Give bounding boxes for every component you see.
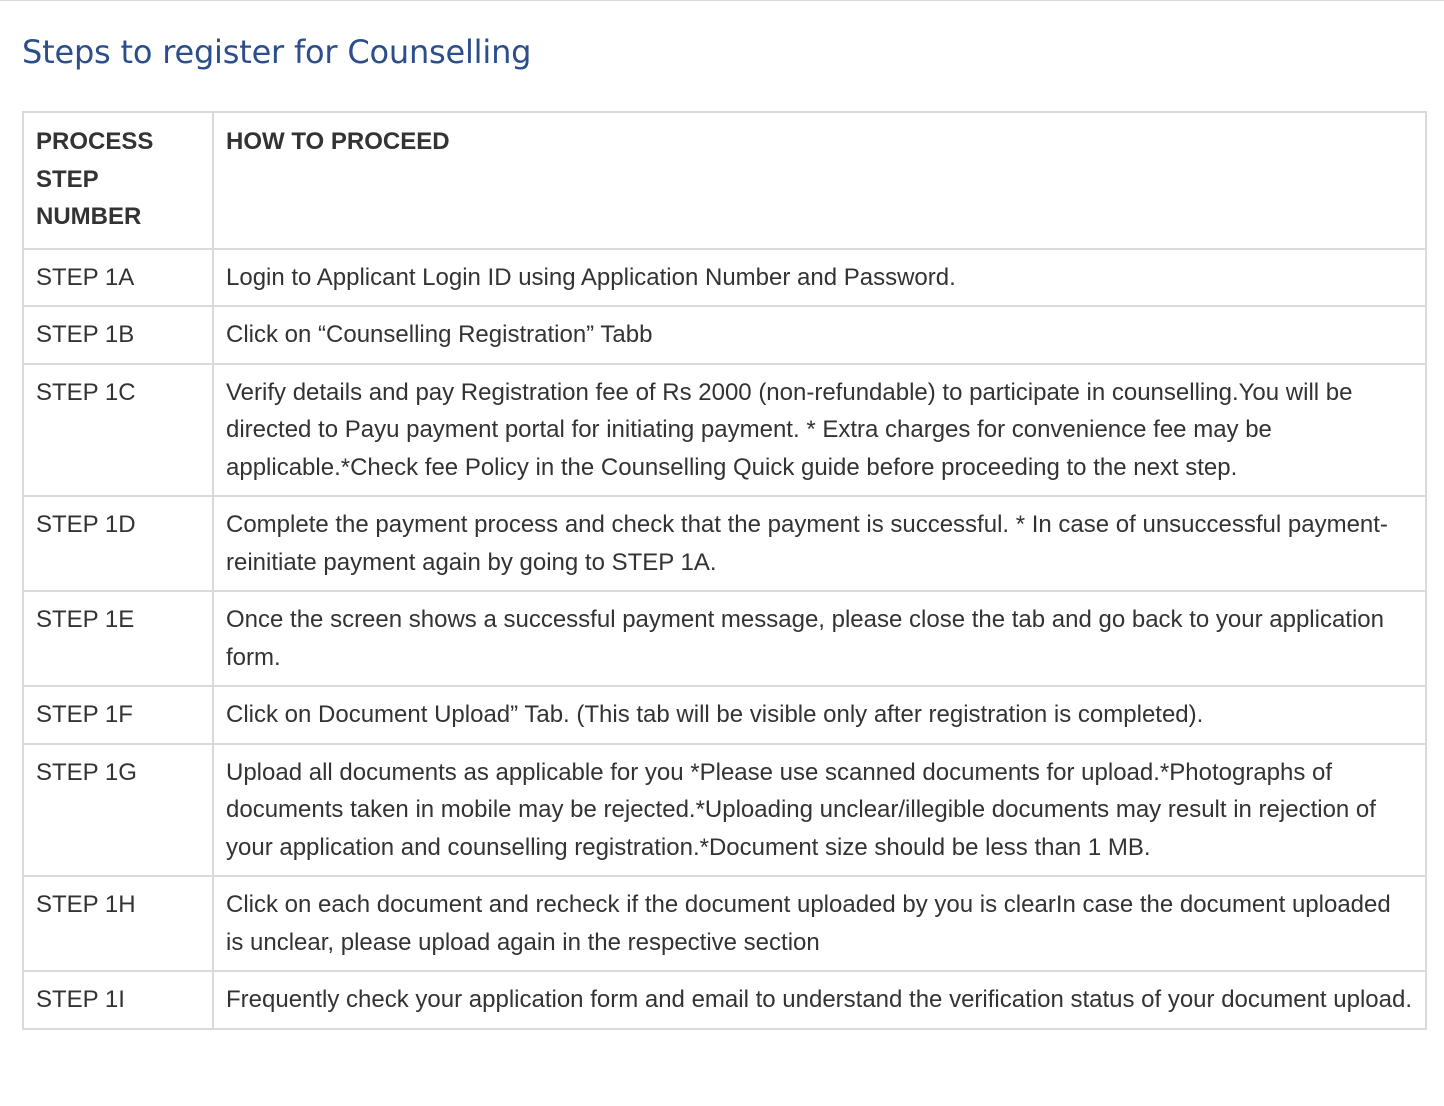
table-row — [23, 249, 1426, 307]
table-row — [23, 744, 1426, 877]
steps-table — [22, 111, 1427, 1030]
step-number-cell: STEP 1D — [23, 496, 213, 591]
step-number-cell: STEP 1C — [23, 364, 213, 497]
step-instruction-cell: Verify details and pay Registration fee of Rs 2000 (non-refundable) to participate in counselling.You will be directed to Payu payment portal for initiating payment. * Extra charges for convenience fee may be applicable.*Check fee Policy in the Counselling Quick guide before proceeding to the next step. — [213, 364, 1426, 497]
table-header-row — [23, 112, 1426, 249]
top-divider — [0, 0, 1444, 1]
step-instruction-cell: Click on Document Upload” Tab. (This tab will be visible only after registration is completed). — [213, 686, 1426, 744]
step-number-cell: STEP 1F — [23, 686, 213, 744]
table-row — [23, 971, 1426, 1029]
step-instruction-cell: Frequently check your application form and email to understand the verification status of your document upload. — [213, 971, 1426, 1029]
table-row — [23, 686, 1426, 744]
table-row — [23, 306, 1426, 364]
step-instruction-cell: Upload all documents as applicable for you *Please use scanned documents for upload.*Photographs of documents taken in mobile may be rejected.*Uploading unclear/illegible documents may result in rejection of your application and counselling registration.*Document size should be less than 1 MB. — [213, 744, 1426, 877]
table-row — [23, 876, 1426, 971]
header-how-to-proceed: HOW TO PROCEED — [213, 112, 1426, 249]
step-instruction-cell: Complete the payment process and check that the payment is successful. * In case of unsuccessful payment- reinitiate payment again by going to STEP 1A. — [213, 496, 1426, 591]
header-process-step-number: PROCESS STEP NUMBER — [23, 112, 213, 249]
step-number-cell: STEP 1G — [23, 744, 213, 877]
step-instruction-cell: Click on each document and recheck if the document uploaded by you is clearIn case the document uploaded is unclear, please upload again in the respective section — [213, 876, 1426, 971]
step-number-cell: STEP 1B — [23, 306, 213, 364]
table-row — [23, 591, 1426, 686]
step-instruction-cell: Login to Applicant Login ID using Application Number and Password. — [213, 249, 1426, 307]
table-row — [23, 364, 1426, 497]
step-number-cell: STEP 1H — [23, 876, 213, 971]
step-instruction-cell: Once the screen shows a successful payment message, please close the tab and go back to your application form. — [213, 591, 1426, 686]
step-number-cell: STEP 1I — [23, 971, 213, 1029]
step-number-cell: STEP 1E — [23, 591, 213, 686]
step-instruction-cell: Click on “Counselling Registration” Tabb — [213, 306, 1426, 364]
table-row — [23, 496, 1426, 591]
step-number-cell: STEP 1A — [23, 249, 213, 307]
page-title: Steps to register for Counselling — [22, 33, 532, 71]
